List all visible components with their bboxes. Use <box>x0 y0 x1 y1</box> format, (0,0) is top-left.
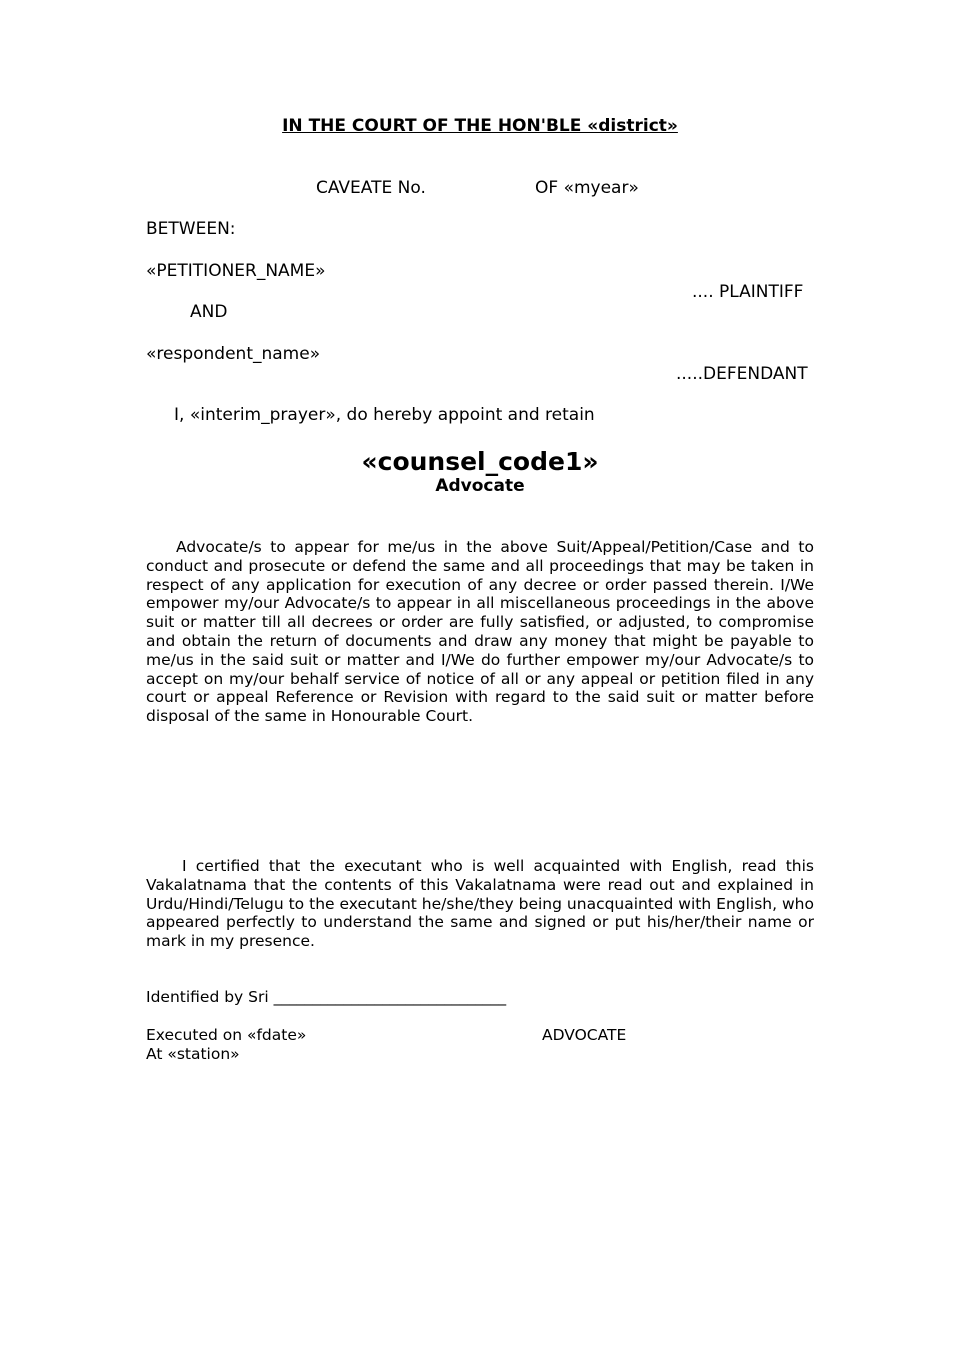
executed-on-date: Executed on «fdate» <box>146 1026 307 1044</box>
defendant-label: .....DEFENDANT <box>676 364 808 384</box>
and-label: AND <box>190 302 228 322</box>
appointment-statement: I, «interim_prayer», do hereby appoint and retain <box>174 405 595 425</box>
plaintiff-label: .... PLAINTIFF <box>692 282 804 302</box>
petitioner-name: «PETITIONER_NAME» <box>146 261 326 281</box>
certification-paragraph: I certified that the executant who is well acquainted with English, read this Vakalatnama that the contents of this Vakalatnama were read out and explained in Urdu/Hindi/Telugu to the executant he/she/they being unacquainted with English, who appeared perfectly to understand the same and signed or put his/her/their name or mark in my presence. <box>146 857 814 951</box>
respondent-name: «respondent_name» <box>146 344 321 364</box>
advocate-heading: Advocate <box>435 476 525 496</box>
caveate-year: OF «myear» <box>535 178 639 198</box>
identified-by-line: Identified by Sri ______________________________ <box>146 988 507 1006</box>
authority-paragraph: Advocate/s to appear for me/us in the above Suit/Appeal/Petition/Case and to conduct and prosecute or defend the same and all proceedings that may be taken in respect of any application for execution of any decree or order passed therein. I/We empower my/our Advocate/s to appear in all miscellaneous proceedings in the above suit or matter till all decrees or order are fully satisfied, or adjusted, to compromise and obtain the return of documents and draw any money that might be payable to me/us in the said suit or matter and I/We do further empower my/our Advocate/s to accept on my/our behalf service of notice of all or any appeal or petition filed in any court or appeal Reference or Revision with regard to the said suit or matter before disposal of the same in Honourable Court. <box>146 538 814 726</box>
caveate-number-label: CAVEATE No. <box>316 178 426 198</box>
counsel-code: «counsel_code1» <box>361 447 599 476</box>
advocate-signature-label: ADVOCATE <box>542 1026 627 1044</box>
between-label: BETWEEN: <box>146 219 236 239</box>
executed-at-station: At «station» <box>146 1045 240 1063</box>
document-title: IN THE COURT OF THE HON'BLE «district» <box>282 116 678 136</box>
